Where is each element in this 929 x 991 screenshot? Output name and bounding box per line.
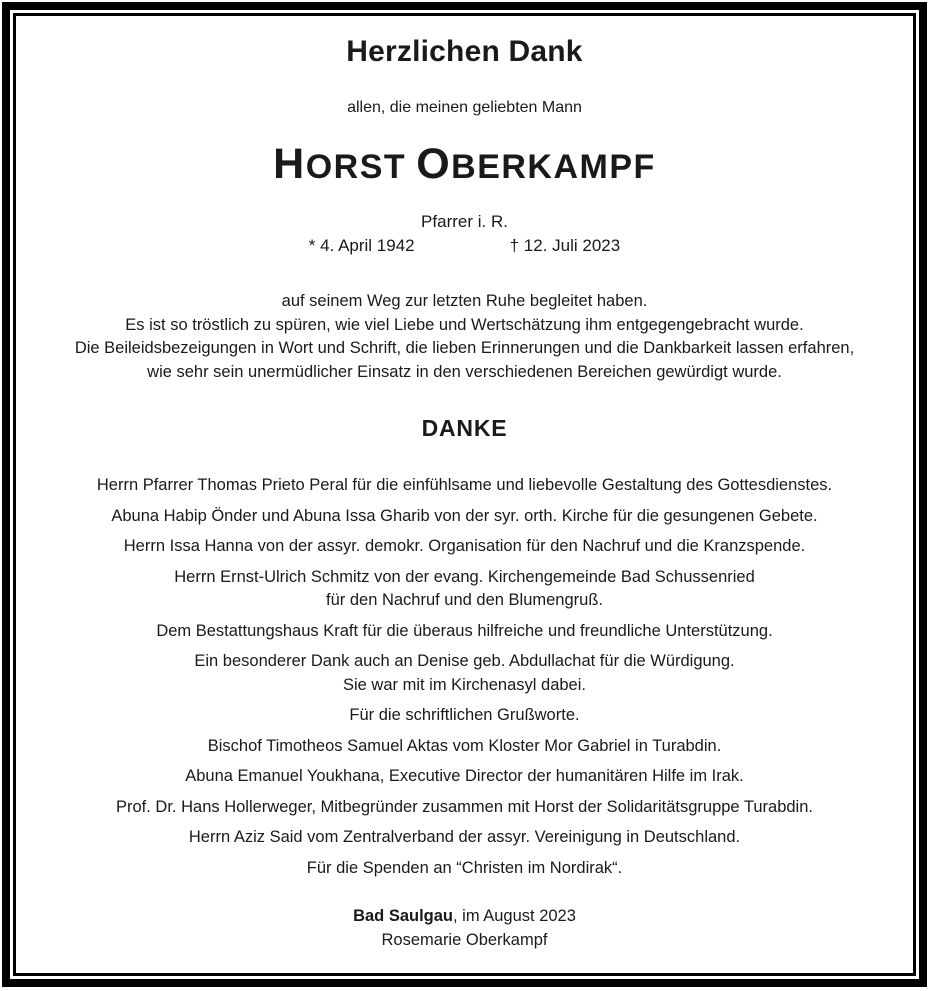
signature: Rosemarie Oberkampf (381, 931, 548, 949)
first-name-initial: H (273, 140, 306, 188)
page-title: Herzlichen Dank (346, 35, 583, 68)
acknowledgement-item: Herrn Aziz Said vom Zentralverband der assyr. Vereinigung in Deutschland. (188, 828, 741, 846)
tribute-line: auf seinem Weg zur letzten Ruhe begleitet haben. (281, 292, 648, 310)
birth-date: * 4. April 1942 (308, 236, 415, 255)
date-text: , im August 2023 (453, 907, 576, 925)
intro-line: allen, die meinen geliebten Mann (347, 99, 582, 116)
acknowledgement-item: Für die Spenden an “Christen im Nordirak“. (306, 858, 623, 877)
card-inner-border (13, 13, 916, 976)
place-date-line (44, 904, 885, 928)
acknowledgement-item: Herrn Ernst-Ulrich Schmitz von der evang. Kirchengemeinde Bad Schussenried für den Nachruf und den Blumengruß. (174, 567, 755, 609)
last-name-initial: O (416, 140, 452, 188)
acknowledgement-item: Abuna Habip Önder und Abuna Issa Gharib von der syr. orth. Kirche für die gesungenen Gebete. (111, 506, 818, 525)
life-dates (44, 235, 885, 257)
acknowledgement-item: Für die schriftlichen Grußworte. (349, 706, 580, 724)
last-name-rest: BERKAMPF (451, 148, 656, 186)
acknowledgement-item: Herrn Issa Hanna von der assyr. demokr. Organisation für den Nachruf und die Kranzspende. (123, 537, 806, 555)
tribute-line: Die Beileidsbezeigungen in Wort und Schrift, die lieben Erinnerungen und die Dankbarkeit lassen erfahren, (74, 339, 855, 357)
deceased-name (44, 141, 885, 197)
place-name: Bad Saulgau (353, 907, 453, 925)
acknowledgement-item: Prof. Dr. Hans Hollerweger, Mitbegründer zusammen mit Horst der Solidaritätsgruppe Turabdin. (116, 797, 813, 816)
memorial-card (16, 34, 913, 952)
tribute-paragraph (44, 290, 885, 384)
acknowledgement-item: Ein besonderer Dank auch an Denise geb. Abdullachat für die Würdigung. Sie war mit im Kirchenasyl dabei. (194, 652, 735, 694)
card-footer (44, 904, 885, 952)
death-date: † 12. Juli 2023 (509, 236, 621, 255)
card-outer-border (2, 2, 927, 987)
tribute-line: wie sehr sein unermüdlicher Einsatz in den verschiedenen Bereichen gewürdigt wurde. (147, 362, 782, 381)
tribute-line: Es ist so tröstlich zu spüren, wie viel Liebe und Wertschätzung ihm entgegengebracht wurde. (125, 315, 804, 334)
acknowledgement-item: Herrn Pfarrer Thomas Prieto Peral für die einfühlsame und liebevolle Gestaltung des Gottesdienstes. (96, 476, 833, 494)
acknowledgement-item: Abuna Emanuel Youkhana, Executive Director der humanitären Hilfe im Irak. (185, 767, 744, 785)
acknowledgement-item: Bischof Timotheos Samuel Aktas vom Kloster Mor Gabriel in Turabdin. (207, 736, 722, 755)
danke-heading: DANKE (421, 415, 508, 441)
acknowledgement-item: Dem Bestattungshaus Kraft für die überaus hilfreiche und freundliche Unterstützung. (156, 621, 773, 640)
first-name-rest: ORST (305, 148, 407, 186)
deceased-role: Pfarrer i. R. (421, 212, 508, 231)
acknowledgement-list (44, 474, 885, 880)
